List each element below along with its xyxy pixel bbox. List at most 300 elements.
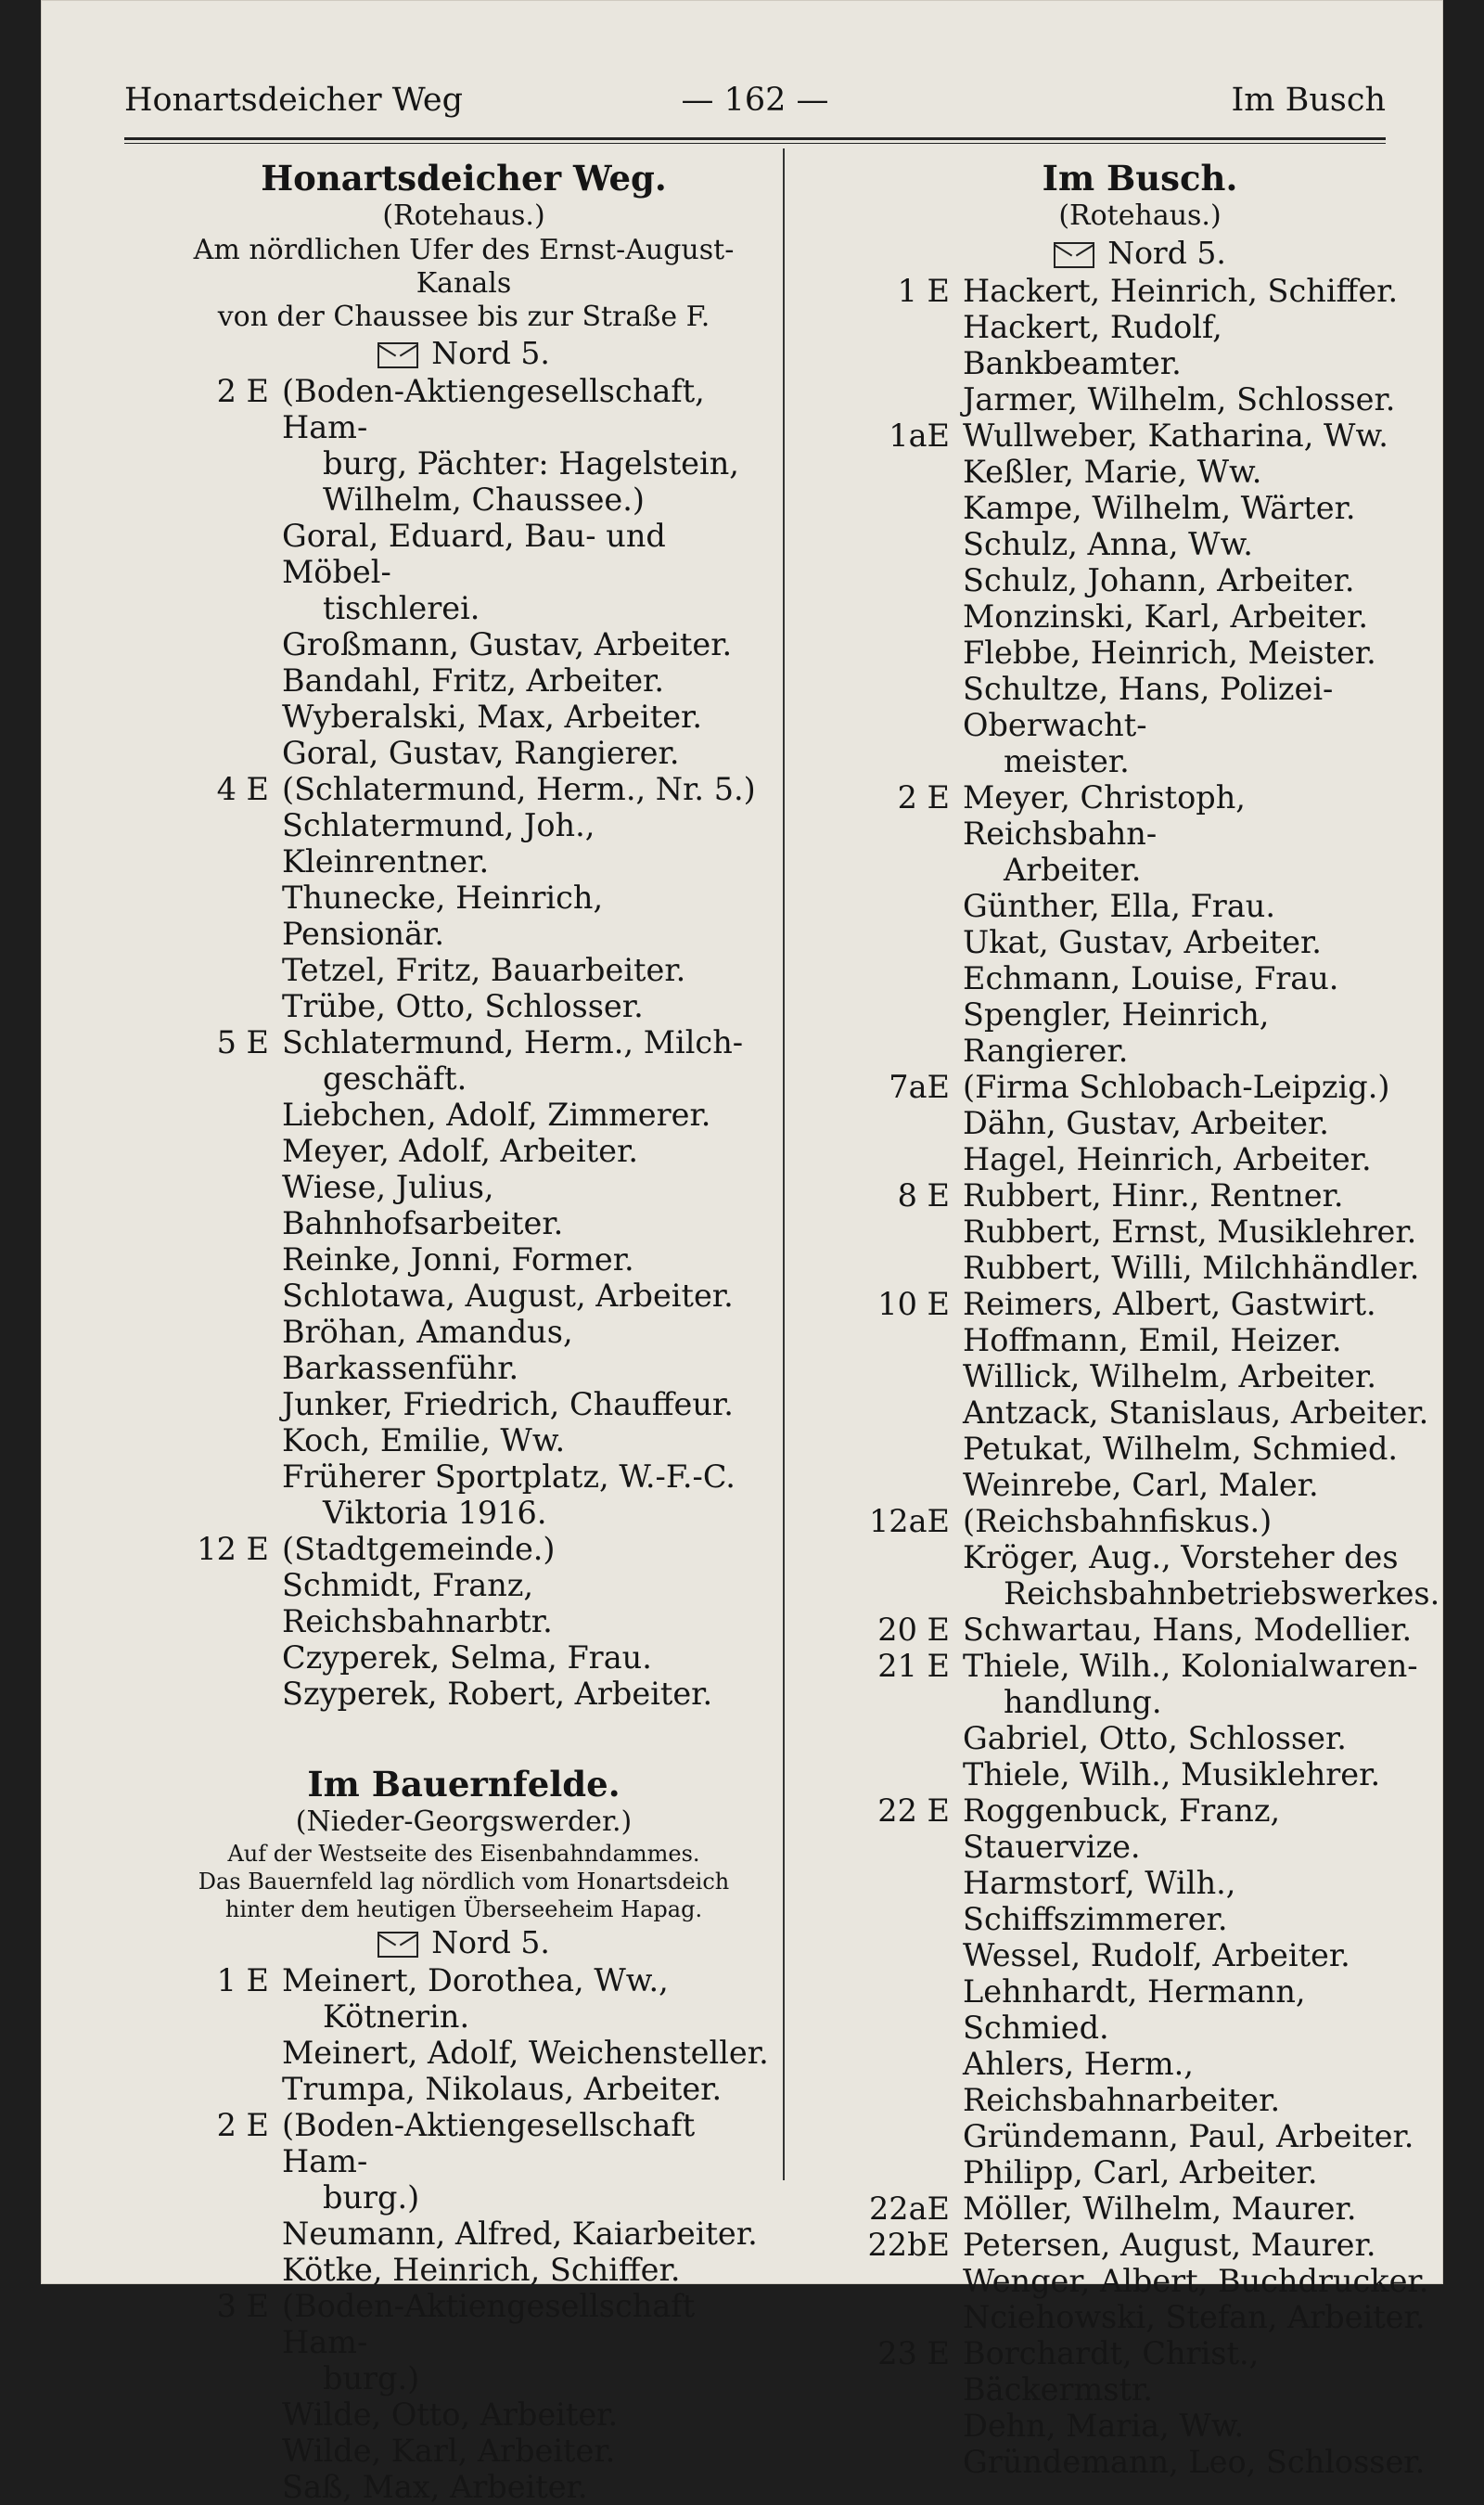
entry-text: [282, 1422, 770, 1458]
resident-entry: [158, 1639, 770, 1676]
entry-text: [963, 1720, 1441, 1756]
envelope-icon: [377, 342, 418, 368]
resident-entry: [838, 1394, 1441, 1431]
section-subtitle: (Rotehaus.): [1058, 199, 1222, 232]
resident-entry: [838, 2046, 1441, 2118]
resident-entry: [838, 960, 1441, 996]
resident-entry: [838, 671, 1441, 779]
entry-line: Liebchen, Adolf, Zimmerer.: [282, 1097, 711, 1133]
entry-text: [963, 1539, 1441, 1612]
house-entry: [838, 2227, 1441, 2263]
entry-line: Antzack, Stanislaus, Arbeiter.: [963, 1394, 1429, 1431]
resident-entry: [158, 1458, 770, 1531]
postal-district-label: Nord 5.: [431, 335, 550, 371]
house-number: [838, 1467, 963, 1503]
entry-line: Petersen, August, Maurer.: [963, 2227, 1376, 2263]
entry-text: [963, 273, 1441, 309]
resident-entry: [838, 381, 1441, 418]
house-number: 7aE: [889, 1069, 950, 1105]
entry-line: Hackert, Rudolf, Bankbeamter.: [963, 309, 1222, 381]
entry-line: Meyer, Christoph, Reichsbahn-: [963, 779, 1246, 852]
entry-continuation: handlung.: [1004, 1684, 1162, 1720]
entry-text: [963, 2118, 1441, 2154]
entry-text: [282, 1639, 770, 1676]
house-entry: [838, 418, 1441, 454]
house-entry: [158, 771, 770, 807]
entry-line: Thunecke, Heinrich, Pensionär.: [282, 880, 604, 952]
entry-text: [963, 888, 1441, 924]
resident-entry: [158, 518, 770, 626]
entry-text: [963, 2046, 1441, 2118]
house-entry: [158, 1024, 770, 1097]
entry-line: Rubbert, Hinr., Rentner.: [963, 1177, 1344, 1214]
house-number: 23 E: [877, 2335, 950, 2371]
entry-continuation: tischlerei.: [323, 590, 480, 626]
entry-line: Nciehowski, Stefan, Arbeiter.: [963, 2299, 1426, 2335]
house-number: [838, 562, 963, 598]
house-number: 22aE: [868, 2190, 950, 2227]
entry-text: [963, 2299, 1441, 2335]
entry-text: [963, 1069, 1441, 1105]
house-entry: [838, 1177, 1441, 1214]
house-number: [158, 2396, 282, 2433]
house-entry: [158, 1962, 770, 2035]
entry-line: Reinke, Jonni, Former.: [282, 1241, 634, 1278]
house-number: 4 E: [216, 771, 269, 807]
entry-text: [963, 2335, 1441, 2408]
house-number: [158, 1241, 282, 1278]
entry-line: Dehn, Maria, Ww.: [963, 2408, 1245, 2444]
house-number: [838, 1250, 963, 1286]
house-number: [158, 1676, 282, 1712]
house-entry: [838, 1286, 1441, 1322]
house-number: [158, 1169, 282, 1241]
resident-entry: [158, 1097, 770, 1133]
house-entry: [158, 2107, 770, 2216]
house-number: 1 E: [897, 273, 950, 309]
entry-line: Schlatermund, Joh., Kleinrentner.: [282, 807, 595, 880]
entry-text: [963, 1177, 1441, 1214]
entry-text: [963, 381, 1441, 418]
house-number: [158, 1458, 282, 1531]
resident-entry: [158, 2433, 770, 2469]
entry-text: [282, 662, 770, 699]
entry-text: [963, 924, 1441, 960]
entry-line: Früherer Sportplatz, W.-F.-C.: [282, 1458, 736, 1495]
resident-entry: [838, 454, 1441, 490]
entry-text: [282, 626, 770, 662]
house-number: [158, 662, 282, 699]
entry-text: [963, 1648, 1441, 1720]
house-number: [838, 309, 963, 381]
resident-entry: [158, 699, 770, 735]
resident-entry: [158, 952, 770, 988]
house-number: [158, 735, 282, 771]
entry-line: (Firma Schlobach-Leipzig.): [963, 1069, 1390, 1105]
entry-line: Meinert, Adolf, Weichensteller.: [282, 2035, 769, 2071]
entry-line: (Boden-Aktiengesellschaft Ham-: [282, 2107, 696, 2179]
house-entry: [838, 779, 1441, 888]
house-number: [838, 2118, 963, 2154]
house-number: [838, 1973, 963, 2046]
house-number: 8 E: [897, 1177, 950, 1214]
entry-line: Thiele, Wilh., Kolonialwaren-: [963, 1648, 1418, 1684]
house-number: 5 E: [216, 1024, 269, 1060]
house-number: [838, 2046, 963, 2118]
right-column: [838, 148, 1441, 2480]
house-number: 1 E: [216, 1962, 269, 1998]
section-title: Im Busch.: [1042, 158, 1238, 199]
resident-entry: [838, 1539, 1441, 1612]
house-number: 22bE: [867, 2227, 950, 2263]
entry-line: (Schlatermund, Herm., Nr. 5.): [282, 771, 756, 807]
house-number: 1aE: [889, 418, 950, 454]
entry-line: Möller, Wilhelm, Maurer.: [963, 2190, 1357, 2227]
resident-entry: [838, 924, 1441, 960]
entry-text: [282, 2035, 770, 2071]
entry-line: Gründemann, Leo, Schlosser.: [963, 2444, 1426, 2480]
house-number: 22 E: [877, 1792, 950, 1829]
entry-text: [282, 1133, 770, 1169]
page-number: — 162 —: [681, 82, 829, 119]
resident-entry: [158, 735, 770, 771]
resident-entry: [158, 2396, 770, 2433]
house-number: [838, 671, 963, 779]
entry-text: [282, 1314, 770, 1386]
resident-entry: [838, 1756, 1441, 1792]
resident-entry: [838, 996, 1441, 1069]
resident-entry: [158, 988, 770, 1024]
entry-text: [282, 1567, 770, 1639]
entry-line: Echmann, Louise, Frau.: [963, 960, 1339, 996]
resident-entry: [158, 1278, 770, 1314]
section-description: hinter dem heutigen Überseeheim Hapag.: [224, 1896, 703, 1922]
entry-text: [282, 880, 770, 952]
house-number: [838, 490, 963, 526]
entry-text: [282, 807, 770, 880]
house-number: [158, 807, 282, 880]
entry-line: (Boden-Aktiengesellschaft Ham-: [282, 2288, 696, 2360]
header-rule: [124, 137, 1386, 140]
entry-text: [282, 373, 770, 518]
postal-district: [158, 334, 770, 373]
entry-text: [963, 418, 1441, 454]
entry-text: [963, 490, 1441, 526]
entry-text: [963, 1286, 1441, 1322]
entry-line: Roggenbuck, Franz, Stauervize.: [963, 1792, 1281, 1865]
resident-entry: [838, 1250, 1441, 1286]
house-number: [838, 1322, 963, 1358]
house-entry: [158, 373, 770, 518]
entry-text: [282, 1458, 770, 1531]
postal-district-label: Nord 5.: [431, 1924, 550, 1960]
resident-entry: [838, 2118, 1441, 2154]
house-number: [158, 1639, 282, 1676]
header-rule-thin: [124, 143, 1386, 144]
house-number: [158, 1567, 282, 1639]
entry-text: [963, 1250, 1441, 1286]
house-entry: [158, 2288, 770, 2396]
entry-line: Spengler, Heinrich, Rangierer.: [963, 996, 1270, 1069]
resident-entry: [158, 1567, 770, 1639]
entry-text: [282, 2107, 770, 2216]
resident-entry: [838, 1973, 1441, 2046]
postal-district-label: Nord 5.: [1107, 235, 1226, 271]
resident-entry: [158, 1133, 770, 1169]
entry-text: [282, 1531, 770, 1567]
envelope-icon: [1054, 242, 1094, 268]
entry-line: (Stadtgemeinde.): [282, 1531, 556, 1567]
house-number: [158, 1097, 282, 1133]
house-number: [838, 1756, 963, 1792]
entry-line: Goral, Eduard, Bau- und Möbel-: [282, 518, 666, 590]
entry-line: Schulz, Johann, Arbeiter.: [963, 562, 1355, 598]
entry-continuation: Kötnerin.: [323, 1998, 470, 2035]
house-entry: [838, 1503, 1441, 1539]
house-number: [838, 1105, 963, 1141]
directory-page: [41, 0, 1443, 2505]
entry-text: [963, 1612, 1441, 1648]
house-number: [158, 988, 282, 1024]
resident-entry: [158, 1422, 770, 1458]
entry-line: Wiese, Julius, Bahnhofsarbeiter.: [282, 1169, 564, 1241]
resident-entry: [838, 1720, 1441, 1756]
header-right: Im Busch: [1231, 82, 1386, 119]
entry-line: Großmann, Gustav, Arbeiter.: [282, 626, 733, 662]
entry-line: Gabriel, Otto, Schlosser.: [963, 1720, 1347, 1756]
entry-line: Harmstorf, Wilh., Schiffszimmerer.: [963, 1865, 1236, 1937]
entry-continuation: geschäft.: [323, 1060, 467, 1097]
section-description: Auf der Westseite des Eisenbahndammes.: [227, 1841, 700, 1867]
entry-text: [963, 309, 1441, 381]
entry-continuation: Reichsbahnbetriebswerkes.: [1004, 1575, 1440, 1612]
house-number: [158, 2252, 282, 2288]
resident-entry: [838, 1865, 1441, 1937]
entry-line: (Reichsbahnfiskus.): [963, 1503, 1273, 1539]
house-number: [158, 2216, 282, 2252]
entry-list: [158, 1962, 770, 2505]
entry-text: [963, 598, 1441, 635]
house-number: [838, 454, 963, 490]
resident-entry: [838, 1214, 1441, 1250]
entry-text: [963, 1322, 1441, 1358]
envelope-icon: [377, 1932, 418, 1958]
entry-line: Trübe, Otto, Schlosser.: [282, 988, 644, 1024]
section-subtitle: (Rotehaus.): [382, 199, 545, 232]
house-number: 12 E: [197, 1531, 269, 1567]
section-description: von der Chaussee bis zur Straße F.: [217, 301, 710, 333]
entry-text: [963, 2227, 1441, 2263]
entry-text: [282, 2252, 770, 2288]
resident-entry: [158, 1676, 770, 1712]
entry-line: Monzinski, Karl, Arbeiter.: [963, 598, 1368, 635]
house-number: [838, 1539, 963, 1612]
resident-entry: [158, 2216, 770, 2252]
resident-entry: [838, 526, 1441, 562]
resident-entry: [838, 1141, 1441, 1177]
entry-text: [963, 1431, 1441, 1467]
entry-line: Neumann, Alfred, Kaiarbeiter.: [282, 2216, 758, 2252]
resident-entry: [838, 2408, 1441, 2444]
house-number: 20 E: [877, 1612, 950, 1648]
page-header: [124, 82, 1386, 134]
resident-entry: [158, 2252, 770, 2288]
house-number: [158, 1314, 282, 1386]
entry-text: [282, 735, 770, 771]
resident-entry: [158, 2469, 770, 2505]
house-number: 10 E: [877, 1286, 950, 1322]
entry-text: [282, 1024, 770, 1097]
entry-line: Wenger, Albert, Buchdrucker.: [963, 2263, 1429, 2299]
entry-text: [963, 1865, 1441, 1937]
entry-text: [963, 1792, 1441, 1865]
postal-district: [158, 1923, 770, 1962]
house-number: [838, 1394, 963, 1431]
entry-line: Schultze, Hans, Polizei-Oberwacht-: [963, 671, 1334, 743]
entry-line: Flebbe, Heinrich, Meister.: [963, 635, 1376, 671]
entry-line: Rubbert, Ernst, Musiklehrer.: [963, 1214, 1417, 1250]
entry-line: Thiele, Wilh., Musiklehrer.: [963, 1756, 1381, 1792]
entry-line: Gründemann, Paul, Arbeiter.: [963, 2118, 1414, 2154]
house-number: [838, 2263, 963, 2299]
entry-line: Lehnhardt, Hermann, Schmied.: [963, 1973, 1306, 2046]
entry-text: [963, 635, 1441, 671]
entry-line: Schlatermund, Herm., Milch-: [282, 1024, 744, 1060]
entry-line: Hoffmann, Emil, Heizer.: [963, 1322, 1342, 1358]
house-number: [158, 699, 282, 735]
entry-text: [963, 2154, 1441, 2190]
entry-line: Willick, Wilhelm, Arbeiter.: [963, 1358, 1376, 1394]
resident-entry: [838, 1105, 1441, 1141]
entry-text: [963, 2190, 1441, 2227]
resident-entry: [838, 2444, 1441, 2480]
entry-text: [282, 1962, 770, 2035]
house-number: [838, 598, 963, 635]
entry-line: Trumpa, Nikolaus, Arbeiter.: [282, 2071, 723, 2107]
entry-text: [282, 1169, 770, 1241]
house-number: 3 E: [216, 2288, 269, 2324]
house-number: [838, 960, 963, 996]
entry-line: Schulz, Anna, Ww.: [963, 526, 1253, 562]
house-entry: [838, 2190, 1441, 2227]
entry-text: [282, 2469, 770, 2505]
entry-text: [282, 771, 770, 807]
entry-text: [963, 1937, 1441, 1973]
resident-entry: [158, 1314, 770, 1386]
house-number: [838, 2299, 963, 2335]
entry-text: [282, 2071, 770, 2107]
house-number: [158, 2469, 282, 2505]
resident-entry: [838, 562, 1441, 598]
resident-entry: [838, 2263, 1441, 2299]
house-entry: [838, 273, 1441, 309]
entry-line: Borchardt, Christ., Bäckermstr.: [963, 2335, 1260, 2408]
entry-text: [282, 1386, 770, 1422]
entry-line: Koch, Emilie, Ww.: [282, 1422, 566, 1458]
entry-line: Keßler, Marie, Ww.: [963, 454, 1262, 490]
resident-entry: [158, 1241, 770, 1278]
entry-text: [963, 562, 1441, 598]
entry-line: Goral, Gustav, Rangierer.: [282, 735, 680, 771]
resident-entry: [838, 1431, 1441, 1467]
entry-text: [963, 996, 1441, 1069]
entry-list: [838, 273, 1441, 2480]
entry-line: Wilde, Otto, Arbeiter.: [282, 2396, 619, 2433]
entry-line: Schlotawa, August, Arbeiter.: [282, 1278, 734, 1314]
resident-entry: [838, 2299, 1441, 2335]
house-number: [158, 626, 282, 662]
section-subtitle: (Nieder-Georgswerder.): [295, 1805, 633, 1838]
entry-text: [282, 2433, 770, 2469]
house-entry: [838, 1648, 1441, 1720]
house-number: [158, 1278, 282, 1314]
house-number: [158, 1422, 282, 1458]
house-number: [158, 1386, 282, 1422]
entry-text: [963, 2408, 1441, 2444]
resident-entry: [838, 309, 1441, 381]
resident-entry: [158, 2035, 770, 2071]
entry-line: Petukat, Wilhelm, Schmied.: [963, 1431, 1399, 1467]
house-number: 21 E: [877, 1648, 950, 1684]
entry-text: [963, 960, 1441, 996]
resident-entry: [838, 598, 1441, 635]
entry-line: Kampe, Wilhelm, Wärter.: [963, 490, 1356, 526]
house-number: [158, 2035, 282, 2071]
house-number: [158, 2433, 282, 2469]
section-gap: [158, 1712, 770, 1754]
house-entry: [838, 1792, 1441, 1865]
house-number: [838, 924, 963, 960]
header-left: Honartsdeicher Weg: [124, 82, 464, 119]
entry-line: Kötke, Heinrich, Schiffer.: [282, 2252, 681, 2288]
house-number: [838, 996, 963, 1069]
entry-line: Wullweber, Katharina, Ww.: [963, 418, 1388, 454]
entry-text: [963, 1214, 1441, 1250]
entry-continuation: burg.): [323, 2179, 420, 2216]
entry-text: [963, 2263, 1441, 2299]
section-description: Das Bauernfeld lag nördlich vom Honartsdeich: [198, 1869, 730, 1895]
section-description: Am nördlichen Ufer des Ernst-August-Kanals: [193, 234, 735, 300]
resident-entry: [838, 635, 1441, 671]
entry-line: Wessel, Rudolf, Arbeiter.: [963, 1937, 1350, 1973]
resident-entry: [838, 490, 1441, 526]
column-divider: [783, 148, 785, 2180]
house-number: [158, 880, 282, 952]
entry-text: [282, 1676, 770, 1712]
entry-text: [963, 526, 1441, 562]
house-number: [838, 2154, 963, 2190]
entry-line: Saß, Max, Arbeiter.: [282, 2469, 588, 2505]
house-number: [838, 2444, 963, 2480]
entry-line: Wyberalski, Max, Arbeiter.: [282, 699, 703, 735]
resident-entry: [838, 2154, 1441, 2190]
entry-line: Reimers, Albert, Gastwirt.: [963, 1286, 1376, 1322]
entry-line: Szyperek, Robert, Arbeiter.: [282, 1676, 713, 1712]
house-number: [838, 381, 963, 418]
entry-line: Weinrebe, Carl, Maler.: [963, 1467, 1319, 1503]
entry-line: Ukat, Gustav, Arbeiter.: [963, 924, 1322, 960]
house-number: [838, 1141, 963, 1177]
house-number: [158, 2071, 282, 2107]
entry-text: [963, 1141, 1441, 1177]
entry-line: (Boden-Aktiengesellschaft, Ham-: [282, 373, 705, 445]
left-column: [158, 148, 770, 2505]
entry-text: [282, 2216, 770, 2252]
entry-line: Tetzel, Fritz, Bauarbeiter.: [282, 952, 686, 988]
entry-line: Dähn, Gustav, Arbeiter.: [963, 1105, 1329, 1141]
entry-line: Junker, Friedrich, Chauffeur.: [282, 1386, 734, 1422]
house-number: [158, 952, 282, 988]
